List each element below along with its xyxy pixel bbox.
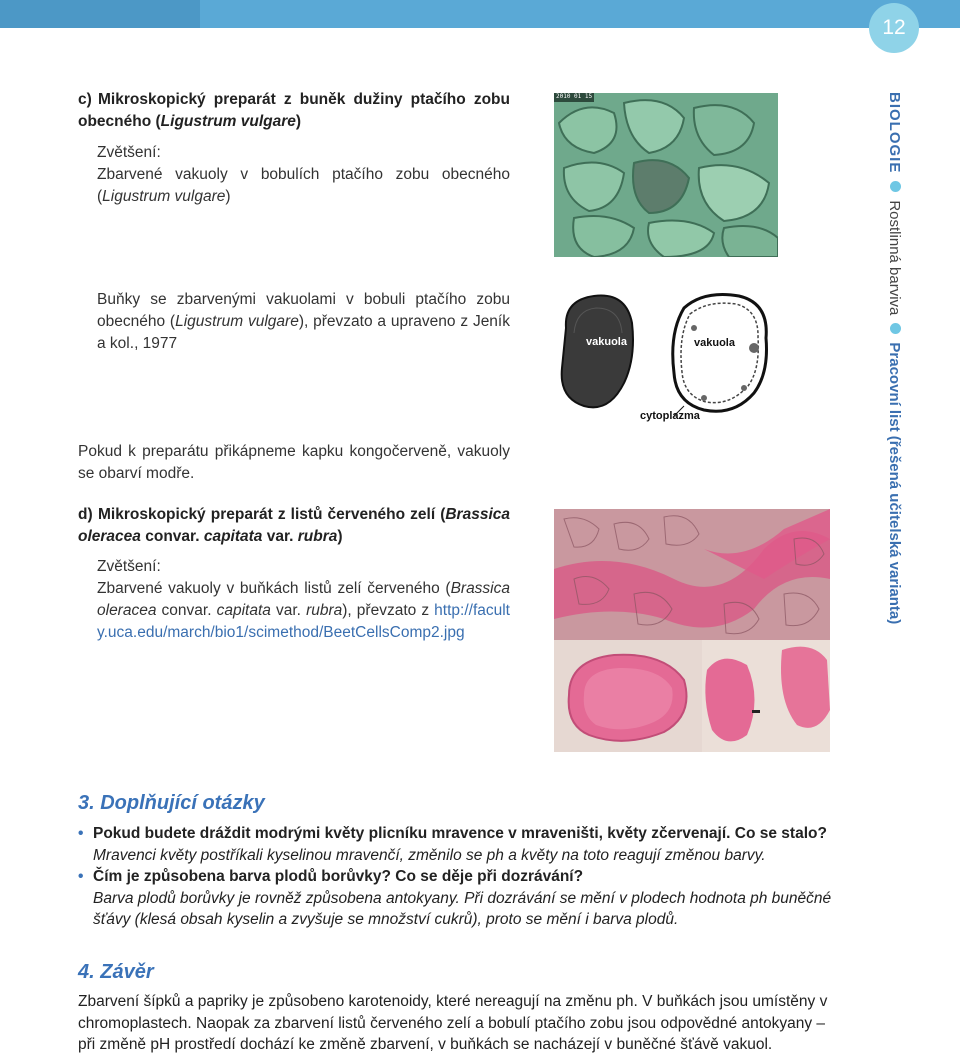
green-micrograph-image [554, 93, 778, 257]
label-vacuole-right: vakuola [694, 337, 735, 349]
section-c-heading: c) Mikroskopický preparát z buněk dužiny ptačího zobu obecného (Ligustrum vulgare) [78, 91, 510, 130]
section-c-zoom-label: Zvětšení: [97, 144, 161, 161]
section-c-note: Pokud k preparátu přikápneme kapku kongočerveně, vakuoly se obarví modře. [78, 443, 510, 482]
pink-micrograph-bottom-right-image [702, 640, 830, 752]
section-d-stain-text: Zbarvené vakuoly v buňkách listů zelí červeného (Brassica oleracea convar. capitata var. rubra), převzato z http://faculty.uca.edu/march/bio1/scimethod/BeetCellsComp2.jpg [97, 580, 510, 641]
pink-micrograph-bottom-left-image [554, 640, 702, 752]
conclusion-text: Zbarvení šípků a papriky je způsobeno karotenoidy, které nereagují na změnu ph. V buňkách jsou umístěny v chromoplastech. Naopak za zbarvení listů červeného zelí a bobulí ptačího zobu jsou odpovědné antokyany – při změně pH prostředí dochází ke změně zbarvení, v buňkách se nacházejí v buněčné šťávě vakuol. [78, 993, 828, 1053]
bullet-dot-icon [890, 323, 901, 334]
top-bar-cap [0, 0, 200, 28]
question-2: • Čím je způsobena barva plodů borůvky? Co se děje při dozrávání? [78, 866, 838, 888]
top-bar [0, 0, 960, 28]
page-number-badge: 12 [869, 3, 919, 53]
sidebar-topic: Rostlinná barviva [886, 200, 903, 316]
micrograph-timestamp: 2010 01 15 [556, 93, 593, 100]
pink-micrograph-top-image [554, 509, 830, 640]
cell-diagram-image [554, 288, 778, 428]
sidebar-vertical-title [878, 92, 910, 625]
section-d-zoom-label: Zvětšení: [97, 558, 161, 575]
bullet-dot-icon [890, 181, 901, 192]
sidebar-worksheet: Pracovní list (řešená učitelská varianta) [886, 342, 903, 625]
section-c-figure-caption: Buňky se zbarvenými vakuolami v bobuli ptačího zobu obecného (Ligustrum vulgare), převzato a upraveno z Jeník a kol., 1977 [97, 291, 510, 352]
questions-heading: 3. Doplňující otázky [78, 792, 265, 814]
conclusion-heading: 4. Závěr [78, 961, 154, 983]
label-cytoplasm: cytoplazma [640, 410, 700, 422]
questions-list [78, 823, 838, 931]
sidebar-subject: BIOLOGIE [886, 92, 903, 174]
section-c-stain-text: Zbarvené vakuoly v bobulích ptačího zobu obecného (Ligustrum vulgare) [97, 166, 510, 205]
section-d-heading: d) Mikroskopický preparát z listů červeného zelí (Brassica oleracea convar. capitata var. rubra) [78, 506, 510, 545]
question-1: • Pokud budete dráždit modrými květy plicníku mravence v mraveništi, květy zčervenají. Co se stalo? [78, 823, 838, 845]
label-vacuole-left: vakuola [586, 336, 627, 348]
answer-2: Barva plodů borůvky je rovněž způsobena antokyany. Při dozrávání se mění v plodech hodnota ph buněčné šťávy (klesá obsah kyselin a zvyšuje se množství cukrů), proto se mění i barva plodů. [93, 889, 832, 928]
answer-1: Mravenci květy postříkali kyselinou mravenčí, změnilo se ph a květy na toto reagují změnou barvy. [93, 846, 766, 864]
source-link[interactable]: http://faculty.uca.edu/march/bio1/scimethod/BeetCellsComp2.jpg [97, 602, 510, 641]
